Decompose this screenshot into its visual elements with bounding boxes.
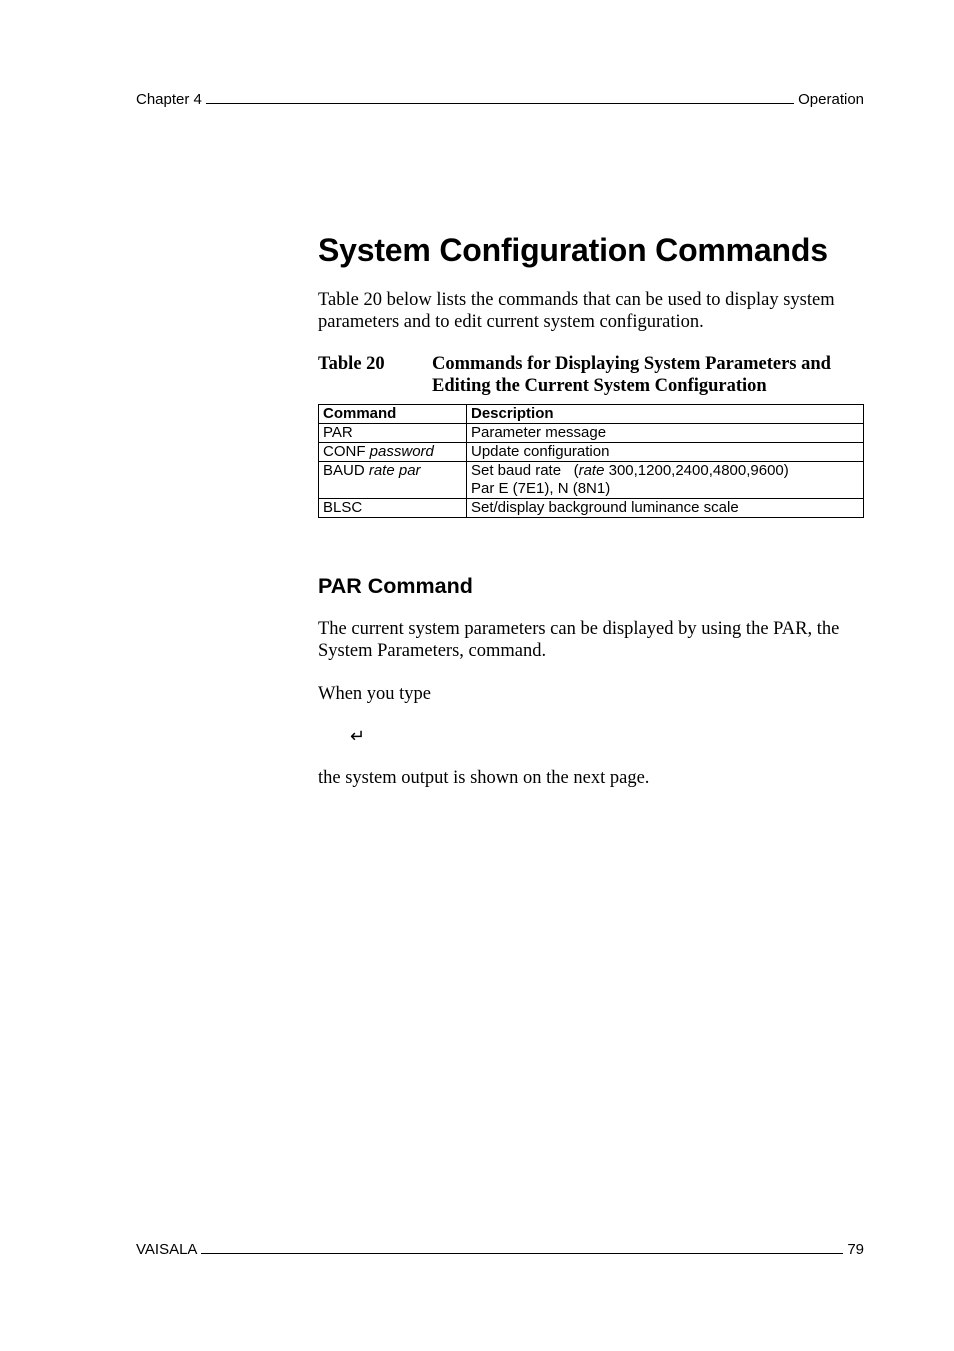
header-chapter: Chapter 4 — [136, 91, 202, 108]
table-caption — [318, 353, 864, 397]
header-description: Description — [467, 405, 864, 424]
enter-key-icon: ↵ — [350, 726, 366, 746]
header-rule — [206, 90, 794, 104]
header-section: Operation — [798, 91, 864, 108]
table-caption-text: Commands for Displaying System Parameters and Editing the Current System Configuration — [432, 354, 831, 396]
footer-company: VAISALA — [136, 1241, 198, 1258]
section-paragraph-1: The current system parameters can be displayed by using the PAR, the System Parameters, command. — [318, 619, 840, 661]
table-row — [319, 499, 864, 518]
command-cell: BAUD rate par — [319, 462, 467, 499]
description-cell: Set/display background luminance scale — [467, 499, 864, 518]
section-paragraph-3: the system output is shown on the next page. — [318, 768, 650, 788]
command-cell: PAR — [319, 424, 467, 443]
description-cell: Set baud rate (rate 300,1200,2400,4800,9600) Par E (7E1), N (8N1) — [467, 462, 864, 499]
page-footer — [136, 1240, 864, 1258]
table-label: Table 20 — [318, 354, 385, 374]
description-cell: Parameter message — [467, 424, 864, 443]
table-header-row — [319, 405, 864, 424]
page-header — [136, 90, 864, 108]
table-row — [319, 462, 864, 499]
section-paragraph-2: When you type — [318, 684, 432, 704]
intro-paragraph: Table 20 below lists the commands that can be used to display system parameters and to edit current system configuration. — [318, 290, 835, 332]
table-row — [319, 424, 864, 443]
header-command: Command — [319, 405, 467, 424]
footer-rule — [201, 1240, 843, 1254]
page-title: System Configuration Commands — [318, 232, 828, 268]
description-cell: Update configuration — [467, 443, 864, 462]
page-number: 79 — [847, 1241, 864, 1258]
commands-table — [318, 404, 864, 518]
command-cell: CONF password — [319, 443, 467, 462]
table-row — [319, 443, 864, 462]
section-title: PAR Command — [318, 574, 473, 598]
command-cell: BLSC — [319, 499, 467, 518]
